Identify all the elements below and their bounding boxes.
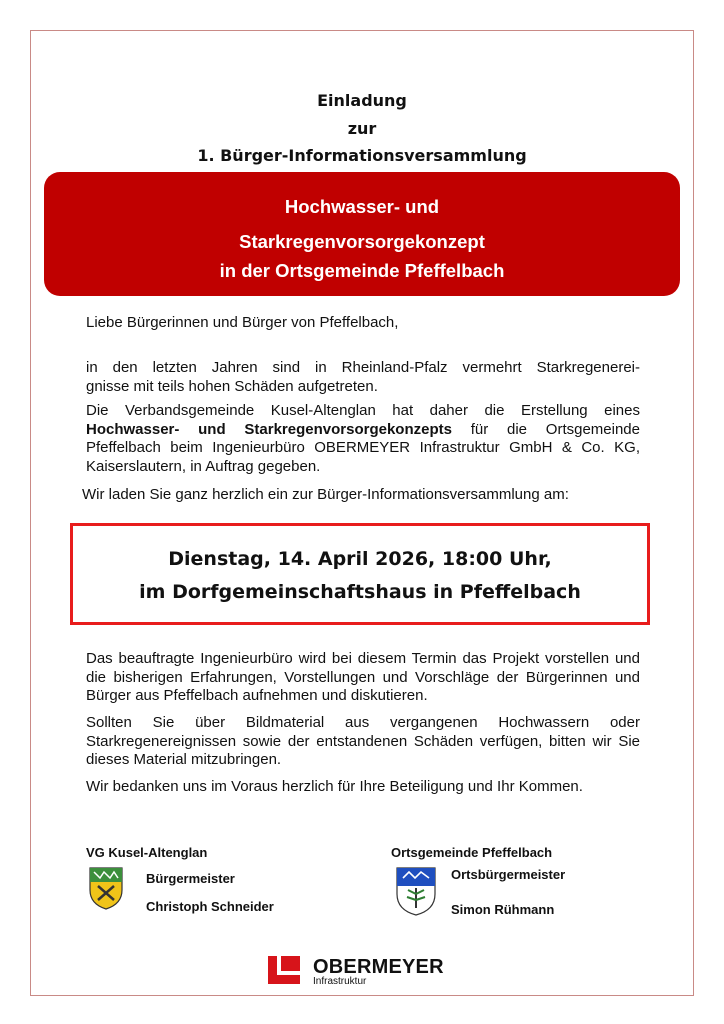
event-type-title: 1. Bürger-Informationsversammlung xyxy=(197,146,527,165)
signature-right-org: Ortsgemeinde Pfeffelbach xyxy=(391,845,553,860)
signature-left-org: VG Kusel-Altenglan xyxy=(86,845,208,860)
event-date-time: Dienstag, 14. April 2026, 18:00 Uhr, xyxy=(168,548,552,570)
paragraph-commission-pre: Die Verbandsgemeinde Kusel-Altenglan hat daher die Erstellung eines xyxy=(86,402,640,419)
obermeyer-logo-name: OBERMEYER xyxy=(313,956,444,978)
signature-left-role: Bürgermeister xyxy=(146,871,235,886)
paragraph-commission-bold: Hochwasser- und Starkregenvorsorgekonzepts xyxy=(86,420,452,438)
banner-line-1: Hochwasser- und xyxy=(284,196,440,217)
signature-right-name: Simon Rühmann xyxy=(451,902,555,917)
event-date-box xyxy=(70,523,650,625)
coat-of-arms-icon xyxy=(88,866,124,910)
invitation-subtitle-zur: zur xyxy=(347,119,377,138)
paragraph-invite: Wir laden Sie ganz herzlich ein zur Bürger-Informationsversammlung am: xyxy=(82,486,569,503)
paragraph-project: Das beauftragte Ingenieurbüro wird bei diesem Termin das Projekt vorstellen und die bisherigen Erfahrungen, Vorstellungen und Vorschläge der Bürgerinnen und Bürger aus Pfeffelbach aufnehmen und diskutieren. xyxy=(86,650,640,704)
signature-left-name: Christoph Schneider xyxy=(146,899,274,914)
greeting: Liebe Bürgerinnen und Bürger von Pfeffelbach, xyxy=(86,314,399,331)
paragraph-photos: Sollten Sie über Bildmaterial aus vergangenen Hochwassern oder Starkregenereignissen sowie der entstandenen Schäden verfügen, bitten wir Sie dieses Material mitzubringen. xyxy=(86,714,640,768)
paragraph-commission xyxy=(86,402,640,476)
coat-of-arms-icon xyxy=(395,866,437,916)
topic-banner xyxy=(44,172,680,296)
paragraph-commission-post: für die Ortsgemeinde Pfeffelbach beim Ingenieurbüro OBERMEYER Infrastruktur GmbH & Co. KG, Kaiserslautern, in Auftrag gegeben. xyxy=(86,420,640,475)
banner-line-2: Starkregenvorsorgekonzept xyxy=(239,231,485,252)
invitation-title: Einladung xyxy=(317,91,407,110)
paragraph-intro xyxy=(86,359,640,396)
paragraph-intro-line-2: gnisse mit teils hohen Schäden aufgetreten. xyxy=(86,377,378,395)
event-location: im Dorfgemeinschaftshaus in Pfeffelbach xyxy=(139,581,581,603)
signature-right-role: Ortsbürgermeister xyxy=(451,867,566,882)
paragraph-thanks: Wir bedanken uns im Voraus herzlich für Ihre Beteiligung und Ihr Kommen. xyxy=(86,778,583,795)
obermeyer-logo-sub: Infrastruktur xyxy=(313,976,367,987)
banner-line-3: in der Ortsgemeinde Pfeffelbach xyxy=(219,260,505,281)
obermeyer-logo-icon xyxy=(268,956,300,984)
paragraph-intro-line-1: in den letzten Jahren sind in Rheinland-Pfalz vermehrt Starkregenerei- xyxy=(86,359,640,376)
